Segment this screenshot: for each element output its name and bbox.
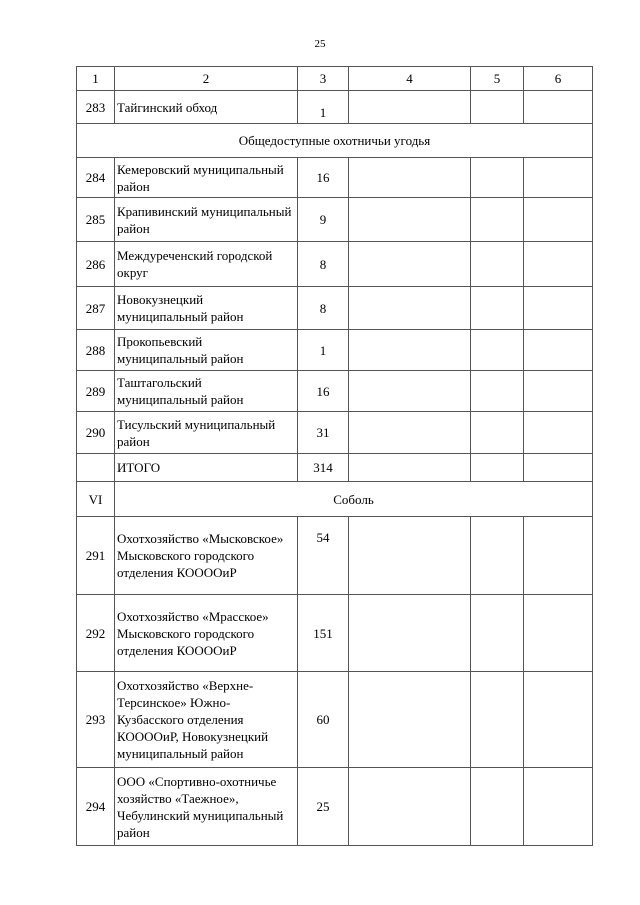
column-header-1: 1 xyxy=(77,67,115,91)
table-row xyxy=(77,287,593,330)
empty-cell xyxy=(349,158,471,198)
section-title: Соболь xyxy=(115,482,593,517)
empty-cell xyxy=(349,287,471,330)
empty-cell xyxy=(471,198,524,242)
row-name: Охотхозяйство «Мрасское» Мысковского городского отделения КООООиР xyxy=(115,595,298,672)
column-header-2: 2 xyxy=(115,67,298,91)
table-row xyxy=(77,371,593,412)
row-number: 293 xyxy=(77,672,115,768)
empty-cell xyxy=(471,768,524,846)
row-number: 286 xyxy=(77,242,115,287)
empty-cell xyxy=(524,371,593,412)
table-header-row xyxy=(77,67,593,91)
empty-cell xyxy=(524,517,593,595)
empty-cell xyxy=(349,242,471,287)
row-number: 283 xyxy=(77,91,115,124)
row-quantity: 54 xyxy=(298,517,349,595)
empty-cell xyxy=(524,287,593,330)
row-number: 292 xyxy=(77,595,115,672)
empty-cell xyxy=(471,412,524,454)
row-name: Охотхозяйство «Верхне-Терсинское» Южно-Кузбасского отделения КООООиР, Новокузнецкий муниципальный район xyxy=(115,672,298,768)
row-number xyxy=(77,454,115,482)
row-quantity: 151 xyxy=(298,595,349,672)
empty-cell xyxy=(471,595,524,672)
total-label: ИТОГО xyxy=(115,454,298,482)
column-header-3: 3 xyxy=(298,67,349,91)
row-quantity: 9 xyxy=(298,198,349,242)
row-name: Прокопьевский муниципальный район xyxy=(115,330,298,371)
row-name: Охотхозяйство «Мысковское» Мысковского городского отделения КООООиР xyxy=(115,517,298,595)
table-row xyxy=(77,412,593,454)
table-row xyxy=(77,198,593,242)
row-number: 287 xyxy=(77,287,115,330)
row-quantity: 16 xyxy=(298,371,349,412)
row-quantity: 1 xyxy=(298,330,349,371)
table-row xyxy=(77,158,593,198)
section-row xyxy=(77,124,593,158)
empty-cell xyxy=(349,412,471,454)
column-header-4: 4 xyxy=(349,67,471,91)
empty-cell xyxy=(349,768,471,846)
row-name: Кемеровский муниципальный район xyxy=(115,158,298,198)
row-number: 290 xyxy=(77,412,115,454)
empty-cell xyxy=(471,242,524,287)
empty-cell xyxy=(471,454,524,482)
row-quantity: 1 xyxy=(298,91,349,124)
row-name: Междуреченский городской округ xyxy=(115,242,298,287)
row-number: 294 xyxy=(77,768,115,846)
row-quantity: 25 xyxy=(298,768,349,846)
row-name: Крапивинский муниципальный район xyxy=(115,198,298,242)
row-name: Новокузнецкий муниципальный район xyxy=(115,287,298,330)
empty-cell xyxy=(471,672,524,768)
empty-cell xyxy=(524,91,593,124)
column-header-6: 6 xyxy=(524,67,593,91)
section-row xyxy=(77,482,593,517)
total-quantity: 314 xyxy=(298,454,349,482)
table-row xyxy=(77,242,593,287)
table-row xyxy=(77,330,593,371)
empty-cell xyxy=(471,91,524,124)
table-row xyxy=(77,517,593,595)
table-row xyxy=(77,672,593,768)
empty-cell xyxy=(349,454,471,482)
row-number: 284 xyxy=(77,158,115,198)
total-row xyxy=(77,454,593,482)
empty-cell xyxy=(524,672,593,768)
empty-cell xyxy=(349,198,471,242)
empty-cell xyxy=(524,595,593,672)
table-row xyxy=(77,595,593,672)
section-number: VI xyxy=(77,482,115,517)
empty-cell xyxy=(524,454,593,482)
column-header-5: 5 xyxy=(471,67,524,91)
row-number: 291 xyxy=(77,517,115,595)
table-row xyxy=(77,91,593,124)
row-number: 285 xyxy=(77,198,115,242)
empty-cell xyxy=(471,517,524,595)
empty-cell xyxy=(349,91,471,124)
empty-cell xyxy=(349,672,471,768)
row-quantity: 31 xyxy=(298,412,349,454)
empty-cell xyxy=(524,242,593,287)
empty-cell xyxy=(471,158,524,198)
row-quantity: 8 xyxy=(298,287,349,330)
section-title: Общедоступные охотничьи угодья xyxy=(77,124,593,158)
row-quantity: 60 xyxy=(298,672,349,768)
empty-cell xyxy=(349,330,471,371)
row-name: Тисульский муниципальный район xyxy=(115,412,298,454)
row-name: Таштагольский муниципальный район xyxy=(115,371,298,412)
row-quantity: 16 xyxy=(298,158,349,198)
row-name: ООО «Спортивно-охотничье хозяйство «Таежное», Чебулинский муниципальный район xyxy=(115,768,298,846)
row-number: 288 xyxy=(77,330,115,371)
empty-cell xyxy=(349,371,471,412)
empty-cell xyxy=(349,517,471,595)
page-number: 25 xyxy=(314,38,326,50)
empty-cell xyxy=(524,412,593,454)
row-quantity: 8 xyxy=(298,242,349,287)
empty-cell xyxy=(471,287,524,330)
empty-cell xyxy=(524,768,593,846)
empty-cell xyxy=(524,330,593,371)
empty-cell xyxy=(471,330,524,371)
empty-cell xyxy=(471,371,524,412)
row-name: Тайгинский обход xyxy=(115,91,298,124)
empty-cell xyxy=(349,595,471,672)
table-row xyxy=(77,768,593,846)
empty-cell xyxy=(524,158,593,198)
hunting-quota-table xyxy=(76,66,593,846)
empty-cell xyxy=(524,198,593,242)
row-number: 289 xyxy=(77,371,115,412)
